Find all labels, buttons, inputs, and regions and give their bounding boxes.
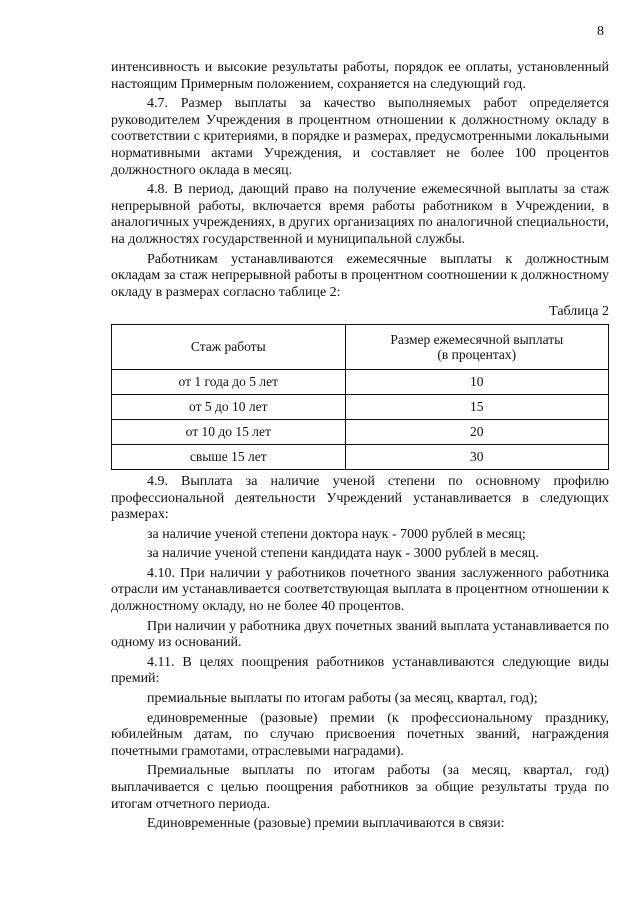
cell-period: от 1 года до 5 лет <box>112 369 346 394</box>
header-seniority: Стаж работы <box>112 324 346 369</box>
cell-period: свыше 15 лет <box>112 444 346 469</box>
paragraph-continuation: интенсивность и высокие результаты работы, порядок ее оплаты, установленный настоящим Примерным положением, сохраняется на следующий год. <box>111 60 609 92</box>
table-row <box>112 444 609 469</box>
table-row <box>112 369 609 394</box>
table-header-row <box>112 324 609 369</box>
paragraph-4-11: 4.11. В целях поощрения работников устанавливаются следующие виды премий: <box>111 654 609 687</box>
paragraph-performance-bonus: Премиальные выплаты по итогам работы (за месяц, квартал, год) выплачивается с целью поощрения работников за общие результаты труда по итогам отчетного периода. <box>111 763 609 812</box>
paragraph-4-8: 4.8. В период, дающий право на получение ежемесячной выплаты за стаж непрерывной работы, включается время работы работником в Учреждении, в аналогичных учреждениях, в других организациях по аналогичной специальности, на должностях государственной и муниципальной службы. <box>111 182 609 247</box>
cell-percent: 30 <box>345 444 608 469</box>
paragraph-one-time-bonus: Единовременные (разовые) премии выплачиваются в связи: <box>147 816 505 832</box>
header-payment-line1: Размер ежемесячной выплаты <box>390 331 564 347</box>
cell-period: от 5 до 10 лет <box>112 394 346 419</box>
document-body <box>111 60 609 836</box>
table-caption: Таблица 2 <box>549 304 609 320</box>
cell-percent: 15 <box>345 394 608 419</box>
paragraph-two-titles: При наличии у работника двух почетных званий выплата устанавливается по одному из оснований. <box>111 618 609 651</box>
paragraph-4-7: 4.7. Размер выплаты за качество выполняемых работ определяется руководителем Учреждения в процентном отношении к должностному окладу в соответствии с критериями, в порядке и размерах, предусмотренными локальными нормативными актами Учреждения, и составляет не более 100 процентов должностного оклада в месяц. <box>111 96 609 178</box>
seniority-table <box>111 324 609 470</box>
header-payment-size <box>345 324 608 369</box>
list-item-doctor-degree: за наличие ученой степени доктора наук - 7000 рублей в месяц; <box>147 526 526 542</box>
cell-percent: 10 <box>345 369 608 394</box>
cell-percent: 20 <box>345 419 608 444</box>
paragraph-seniority-payments: Работникам устанавливаются ежемесячные выплаты к должностным окладам за стаж непрерывной работы в процентном соотношении к должностному окладу в размерах согласно таблице 2: <box>111 251 609 300</box>
header-payment-line2: (в процентах) <box>437 346 517 362</box>
page-number: 8 <box>597 24 604 39</box>
cell-period: от 10 до 15 лет <box>112 419 346 444</box>
list-item-candidate-degree: за наличие ученой степени кандидата наук - 3000 рублей в месяц. <box>147 546 539 562</box>
paragraph-4-9: 4.9. Выплата за наличие ученой степени по основному профилю профессиональной деятельности Учреждений устанавливается в следующих размерах: <box>111 473 609 523</box>
table-row <box>112 394 609 419</box>
list-item-performance-bonus: премиальные выплаты по итогам работы (за месяц, квартал, год); <box>147 691 538 707</box>
paragraph-4-10: 4.10. При наличии у работников почетного звания заслуженного работника отрасли им устанавливается соответствующая выплата в процентном отношении к должностному окладу, но не более 40 процентов. <box>111 565 609 615</box>
table-row <box>112 419 609 444</box>
list-item-one-time-bonus: единовременные (разовые) премии (к профессиональному празднику, юбилейным датам, по случаю присвоения почетных званий, награждения почетными грамотами, отраслевыми наградами). <box>111 710 609 759</box>
